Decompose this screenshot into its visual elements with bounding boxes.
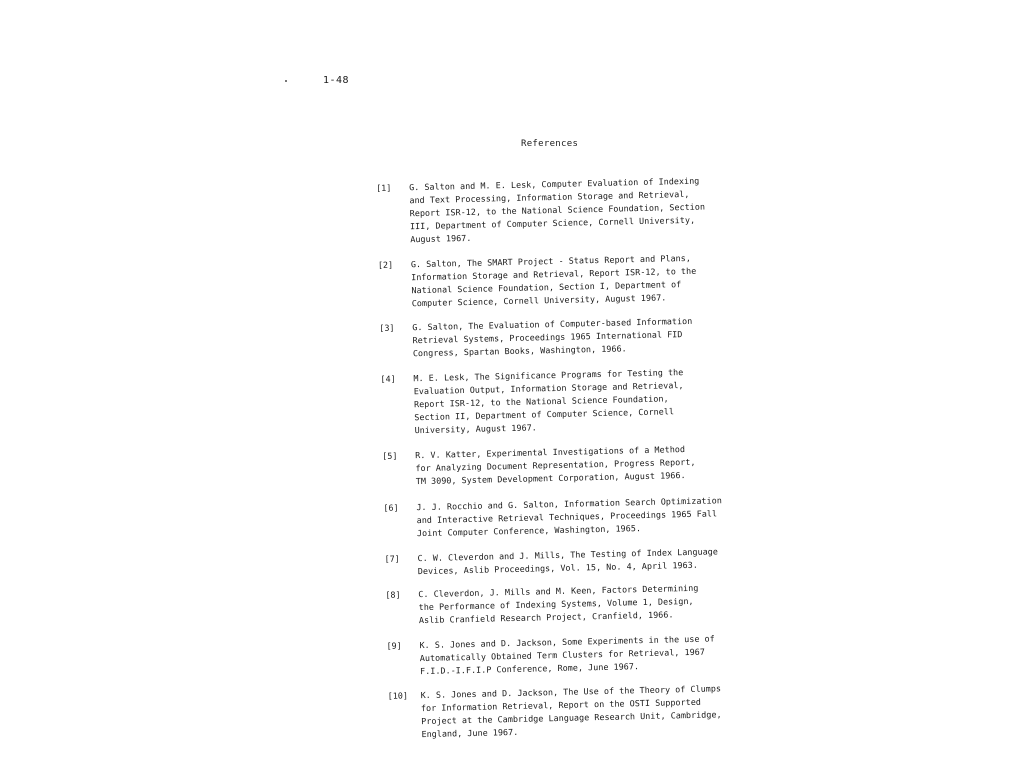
- page-number: 1-48: [323, 75, 350, 86]
- reference-line: Retrieval Systems, Proceedings 1965 International FID: [412, 329, 683, 346]
- reference-number: [8]: [385, 589, 401, 600]
- reference-number: [2]: [377, 259, 394, 270]
- reference-line: Aslib Cranfield Research Project, Cranfield, 1966.: [418, 609, 674, 626]
- reference-line: University, August 1967.: [414, 422, 537, 436]
- reference-number: [5]: [382, 450, 398, 461]
- reference-entry: [379, 313, 780, 361]
- reference-line: F.I.D.-I.F.I.P Conference, Rome, June 1967.: [419, 661, 640, 677]
- reference-text: [412, 313, 780, 360]
- reference-line: Evaluation Output, Information Storage and Retrieval,: [413, 380, 684, 397]
- reference-text: [415, 441, 783, 488]
- reference-number: [7]: [384, 553, 400, 564]
- reference-line: G. Salton, The Evaluation of Computer-based Information: [412, 315, 693, 333]
- reference-line: III, Department of Computer Science, Cornell University,: [409, 214, 696, 232]
- reference-line: Information Storage and Retrieval, Report ISR-12, to the: [411, 265, 697, 283]
- reference-number: [3]: [379, 322, 395, 333]
- reference-line: J. J. Rocchio and G. Salton, Information Search Optimization: [416, 495, 722, 513]
- reference-number: [1]: [376, 182, 392, 193]
- reference-entry: [388, 681, 789, 742]
- reference-text: [413, 364, 781, 437]
- reference-entry: [378, 250, 779, 311]
- reference-line: K. S. Jones and D. Jackson, The Use of the Theory of Clumps: [420, 683, 722, 701]
- reference-number: [6]: [383, 502, 399, 513]
- reference-text: [409, 173, 777, 246]
- reference-line: for Information Retrieval, Report on the OSTI Supported: [420, 696, 702, 714]
- reference-text: [417, 544, 784, 578]
- reference-line: G. Salton, The SMART Project - Status Report and Plans,: [410, 252, 691, 270]
- reference-text: [419, 631, 787, 678]
- reference-line: R. V. Katter, Experimental Investigations of a Method: [415, 444, 686, 461]
- reference-number: [10]: [387, 690, 409, 701]
- reference-text: [421, 681, 789, 741]
- reference-entry: [385, 580, 786, 628]
- reference-entry: [383, 493, 784, 541]
- reference-line: G. Salton and M. E. Lesk, Computer Evaluation of Indexing: [409, 175, 700, 193]
- reference-text: [418, 580, 786, 627]
- reference-line: Congress, Spartan Books, Washington, 1966.: [412, 343, 627, 359]
- reference-line: Computer Science, Cornell University, August 1967.: [411, 292, 667, 309]
- reference-line: England, June 1967.: [421, 726, 519, 740]
- reference-line: Project at the Cambridge Language Research Unit, Cambridge,: [421, 709, 722, 727]
- reference-line: K. S. Jones and D. Jackson, Some Experiments in the use of: [419, 633, 715, 651]
- reference-line: Report ISR-12, to the National Science Foundation,: [413, 393, 669, 410]
- reference-line: August 1967.: [410, 232, 472, 245]
- reference-line: National Science Foundation, Section I, Department of: [411, 279, 682, 296]
- reference-line: Section II, Department of Computer Science, Cornell: [414, 406, 675, 423]
- reference-line: the Performance of Indexing Systems, Volume 1, Design,: [418, 595, 694, 613]
- reference-number: [4]: [380, 373, 396, 384]
- reference-line: and Interactive Retrieval Techniques, Proceedings 1965 Fall: [416, 508, 718, 526]
- reference-entry: [376, 173, 777, 247]
- reference-text: [416, 493, 784, 540]
- reference-line: and Text Processing, Information Storage and Retrieval,: [409, 188, 690, 206]
- scan-speck: [285, 80, 287, 82]
- reference-line: Devices, Aslib Proceedings, Vol. 15, No. 4, April 1963.: [417, 559, 698, 577]
- reference-entry: [382, 441, 783, 489]
- reference-line: TM 3090, System Development Corporation, August 1966.: [415, 470, 686, 487]
- reference-line: for Analyzing Document Representation, Progress Report,: [415, 456, 696, 474]
- page-title: References: [521, 139, 579, 149]
- reference-number: [9]: [386, 640, 402, 651]
- reference-line: Report ISR-12, to the National Science Foundation, Section: [409, 201, 706, 219]
- reference-entry: [384, 544, 784, 579]
- reference-entry: [386, 631, 787, 679]
- reference-line: C. W. Cleverdon and J. Mills, The Testing of Index Language: [417, 546, 719, 564]
- reference-line: Joint Computer Conference, Washington, 1965.: [416, 523, 642, 539]
- reference-line: C. Cleverdon, J. Mills and M. Keen, Factors Determining: [418, 582, 699, 600]
- reference-entry: [380, 364, 781, 438]
- reference-text: [411, 250, 779, 310]
- reference-list: [376, 173, 789, 742]
- reference-line: Automatically Obtained Term Clusters for Retrieval, 1967: [419, 646, 706, 664]
- reference-line: M. E. Lesk, The Significance Programs for Testing the: [413, 367, 684, 384]
